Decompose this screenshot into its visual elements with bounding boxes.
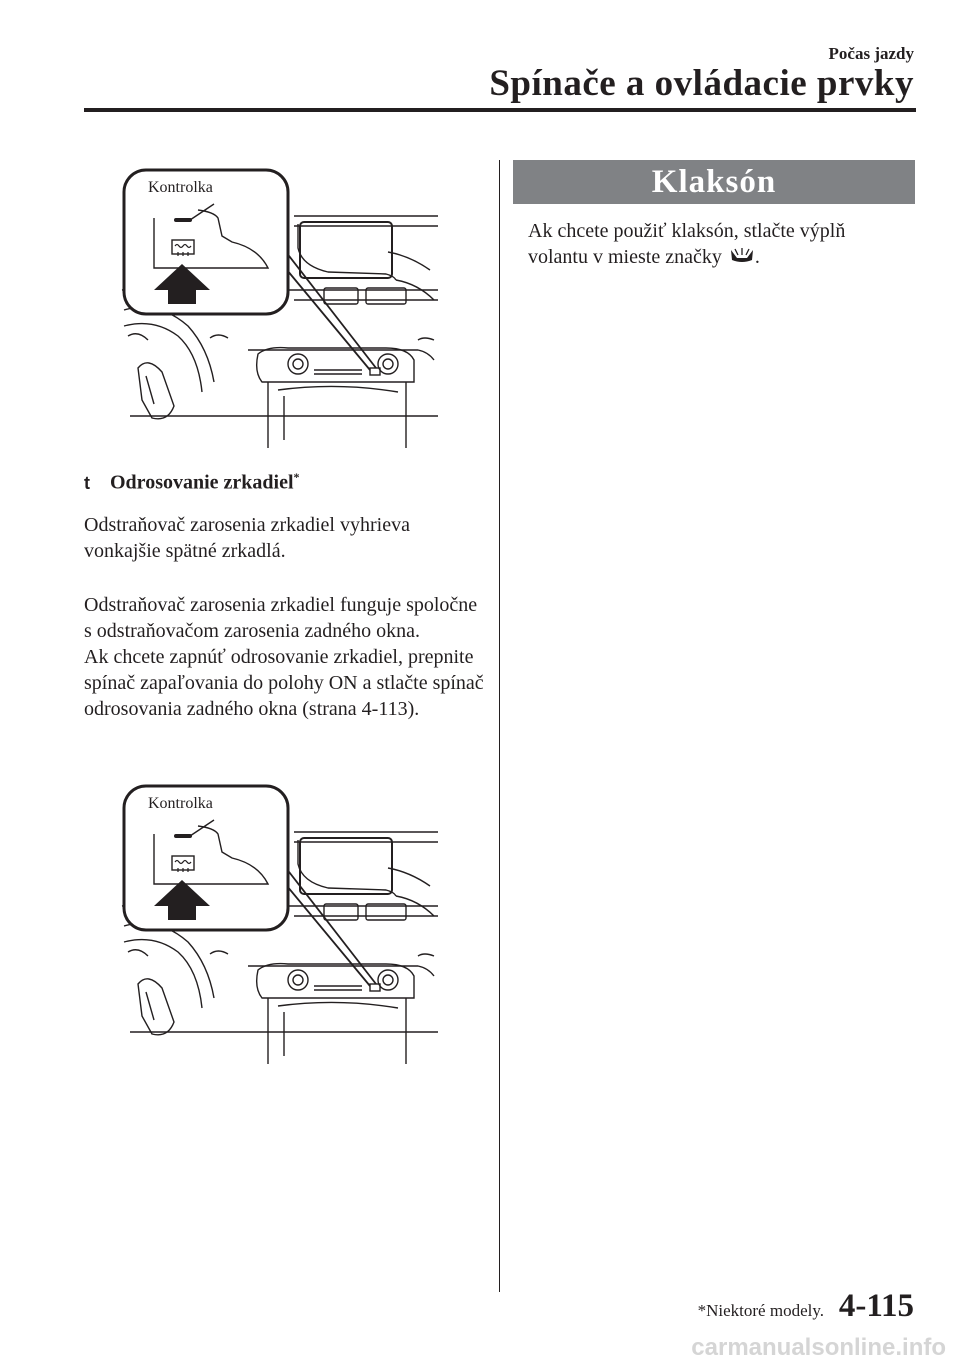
- paragraph-2-3: [84, 592, 484, 722]
- callout-leader-lines: [282, 868, 376, 986]
- horn-paragraph-end: .: [754, 246, 760, 268]
- footnote: *Niektoré modely.: [697, 1301, 824, 1320]
- heading-bullet: t: [84, 472, 90, 493]
- page-number: 4-115: [838, 1288, 914, 1324]
- figure-dashboard-top: [118, 160, 438, 448]
- column-divider: [499, 160, 500, 1292]
- header-rule: [84, 108, 916, 112]
- heading-text: Odrosovanie zrkadiel: [110, 471, 294, 494]
- horn-paragraph: [528, 218, 908, 270]
- heading-asterisk: *: [293, 470, 300, 484]
- paragraph-3: Ak chcete zapnúť odrosovanie zrkadiel, prepnite spínač zapaľovania do polohy ON a stlačte spínač odrosovania zadného okna (strana 4-113).: [84, 646, 484, 720]
- page-title: Spínače a ovládacie prvky: [489, 63, 914, 104]
- callout-label: Kontrolka: [148, 179, 213, 196]
- horn-icon: [729, 247, 755, 265]
- section-name: Počas jazdy: [828, 44, 914, 63]
- horn-paragraph-text: Ak chcete použiť klaksón, stlačte výplň volantu v mieste značky: [528, 220, 846, 268]
- watermark: carmanualsonline.info: [691, 1334, 946, 1361]
- figure-dashboard-bottom: [118, 776, 438, 1064]
- subsection-heading: [84, 470, 300, 495]
- paragraph-1: Odstraňovač zarosenia zrkadiel vyhrieva vonkajšie spätné zrkadlá.: [84, 514, 410, 562]
- paragraph-2: Odstraňovač zarosenia zrkadiel funguje spoločne s odstraňovačom zarosenia zadného okna.: [84, 594, 478, 642]
- callout-leader-lines: [282, 252, 376, 370]
- section-title-bar: Klaksón: [513, 160, 915, 204]
- callout-label: Kontrolka: [148, 795, 213, 812]
